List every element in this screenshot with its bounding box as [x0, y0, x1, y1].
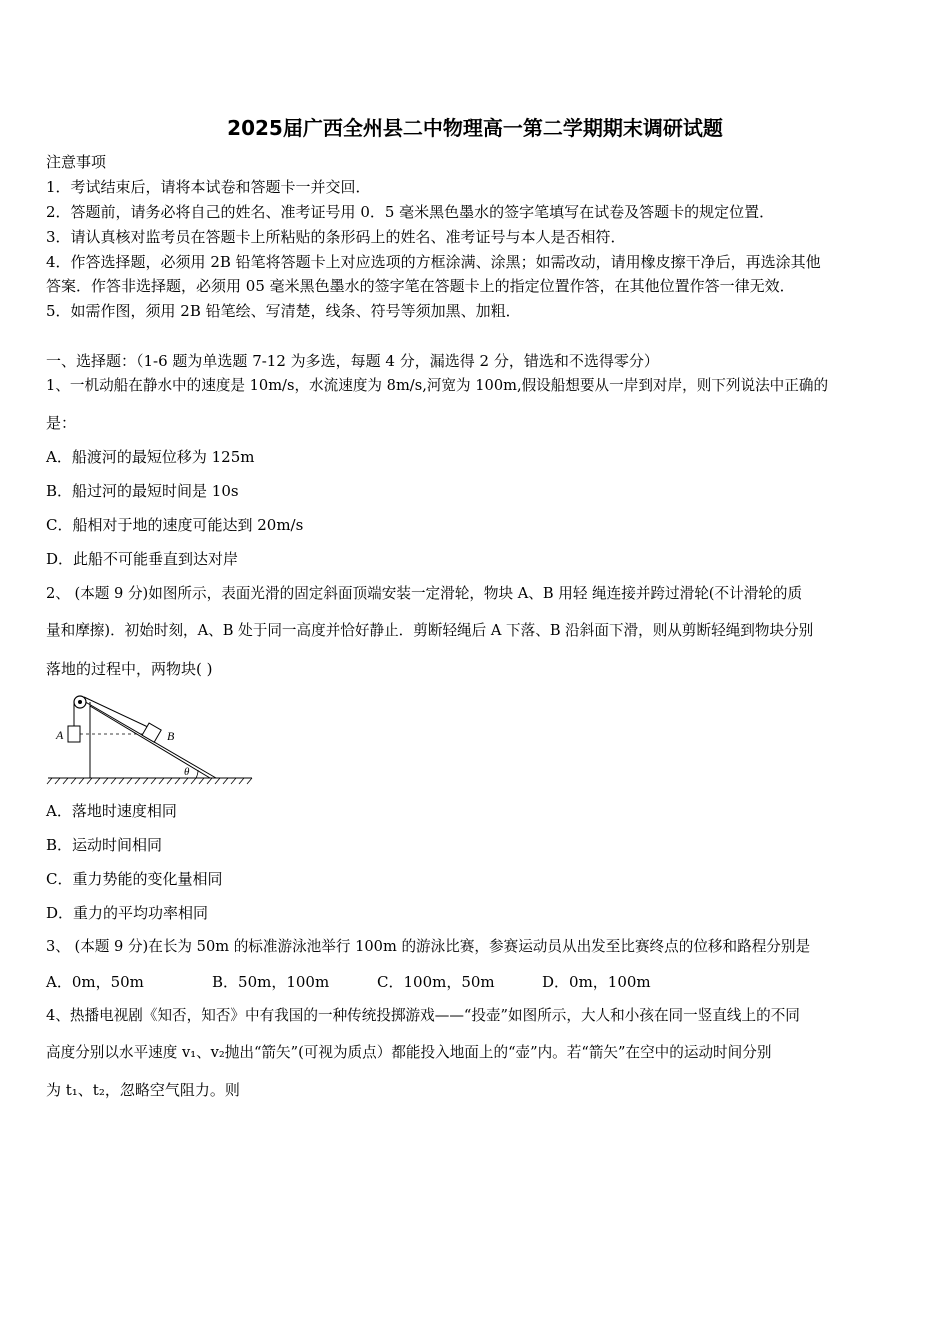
- question-2-text-cont: 量和摩擦)．初始时刻，A、B 处于同一高度并恰好静止．剪断轻绳后 A 下落、B 沿斜面下滑，则从剪断轻绳到物块分别: [46, 622, 814, 639]
- q2-option-c: C．重力势能的变化量相同: [46, 870, 223, 888]
- q3-options-row: [46, 972, 906, 992]
- q2-option-d: D．重力的平均功率相同: [46, 904, 209, 922]
- notice-item: 4．作答选择题，必须用 2B 铅笔将答题卡上对应选项的方框涂满、涂黑；如需改动，请用橡皮擦干净后，再选涂其他: [46, 253, 821, 271]
- label-a: A: [56, 728, 64, 742]
- q1-option-c: C．船相对于地的速度可能达到 20m/s: [46, 516, 304, 534]
- q3-option-d: D．0m，100m: [542, 973, 651, 991]
- page-title: 2025届广西全州县二中物理高一第二学期期末调研试题: [227, 116, 723, 140]
- notice-item: 答案．作答非选择题，必须用 05 毫米黑色墨水的签字笔在答题卡上的指定位置作答，在其他位置作答一律无效．: [46, 277, 795, 295]
- q1-option-a: A．船渡河的最短位移为 125m: [46, 448, 255, 466]
- q2-option-b: B．运动时间相同: [46, 836, 163, 854]
- q2-option-a: A．落地时速度相同: [46, 802, 177, 820]
- notice-item: 5．如需作图，须用 2B 铅笔绘、写清楚，线条、符号等须加黑、加粗．: [46, 302, 521, 320]
- question-4-text-cont: 高度分别以水平速度 v₁、v₂抛出“箭矢”(可视为质点）都能投入地面上的“壶”内。若“箭矢”在空中的运动时间分别: [46, 1044, 772, 1061]
- label-b: B: [167, 729, 175, 743]
- question-4-text-end: 为 t₁、t₂，忽略空气阻力。则: [46, 1081, 240, 1099]
- q1-option-b: B．船过河的最短时间是 10s: [46, 482, 239, 500]
- q3-option-a: A．0m，50m: [46, 973, 144, 991]
- notice-heading: 注意事项: [46, 153, 107, 171]
- label-theta: θ: [184, 766, 190, 778]
- incline-pulley-figure: [46, 690, 256, 786]
- question-4-text: 4、热播电视剧《知否，知否》中有我国的一种传统投掷游戏——“投壶”如图所示，大人和小孩在同一竖直线上的不同: [46, 1007, 800, 1024]
- question-3-text: 3、 (本题 9 分)在长为 50m 的标准游泳池举行 100m 的游泳比赛，参赛运动员从出发至比赛终点的位移和路程分别是: [46, 938, 811, 955]
- question-2-text: 2、 (本题 9 分)如图所示，表面光滑的固定斜面顶端安装一定滑轮，物块 A、B 用轻 绳连接并跨过滑轮(不计滑轮的质: [46, 585, 803, 602]
- section-heading: 一、选择题：（1-6 题为单选题 7-12 为多选，每题 4 分，漏选得 2 分，错选和不选得零分）: [46, 352, 659, 370]
- q1-option-d: D．此船不可能垂直到达对岸: [46, 550, 239, 568]
- question-1-text-cont: 是：: [46, 414, 77, 432]
- q3-option-b: B．50m，100m: [212, 973, 330, 991]
- question-2-text-end: 落地的过程中，两物块( ): [46, 660, 213, 678]
- q3-option-c: C．100m，50m: [377, 973, 495, 991]
- question-1-text: 1、一机动船在静水中的速度是 10m/s，水流速度为 8m/s,河宽为 100m,假设船想要从一岸到对岸，则下列说法中正确的: [46, 377, 829, 394]
- notice-item: 3．请认真核对监考员在答题卡上所粘贴的条形码上的姓名、准考证号与本人是否相符．: [46, 228, 626, 246]
- notice-item: 1．考试结束后，请将本试卷和答题卡一并交回．: [46, 178, 371, 196]
- notice-item: 2．答题前，请务必将自己的姓名、准考证号用 0．5 毫米黑色墨水的签字笔填写在试卷及答题卡的规定位置．: [46, 203, 775, 221]
